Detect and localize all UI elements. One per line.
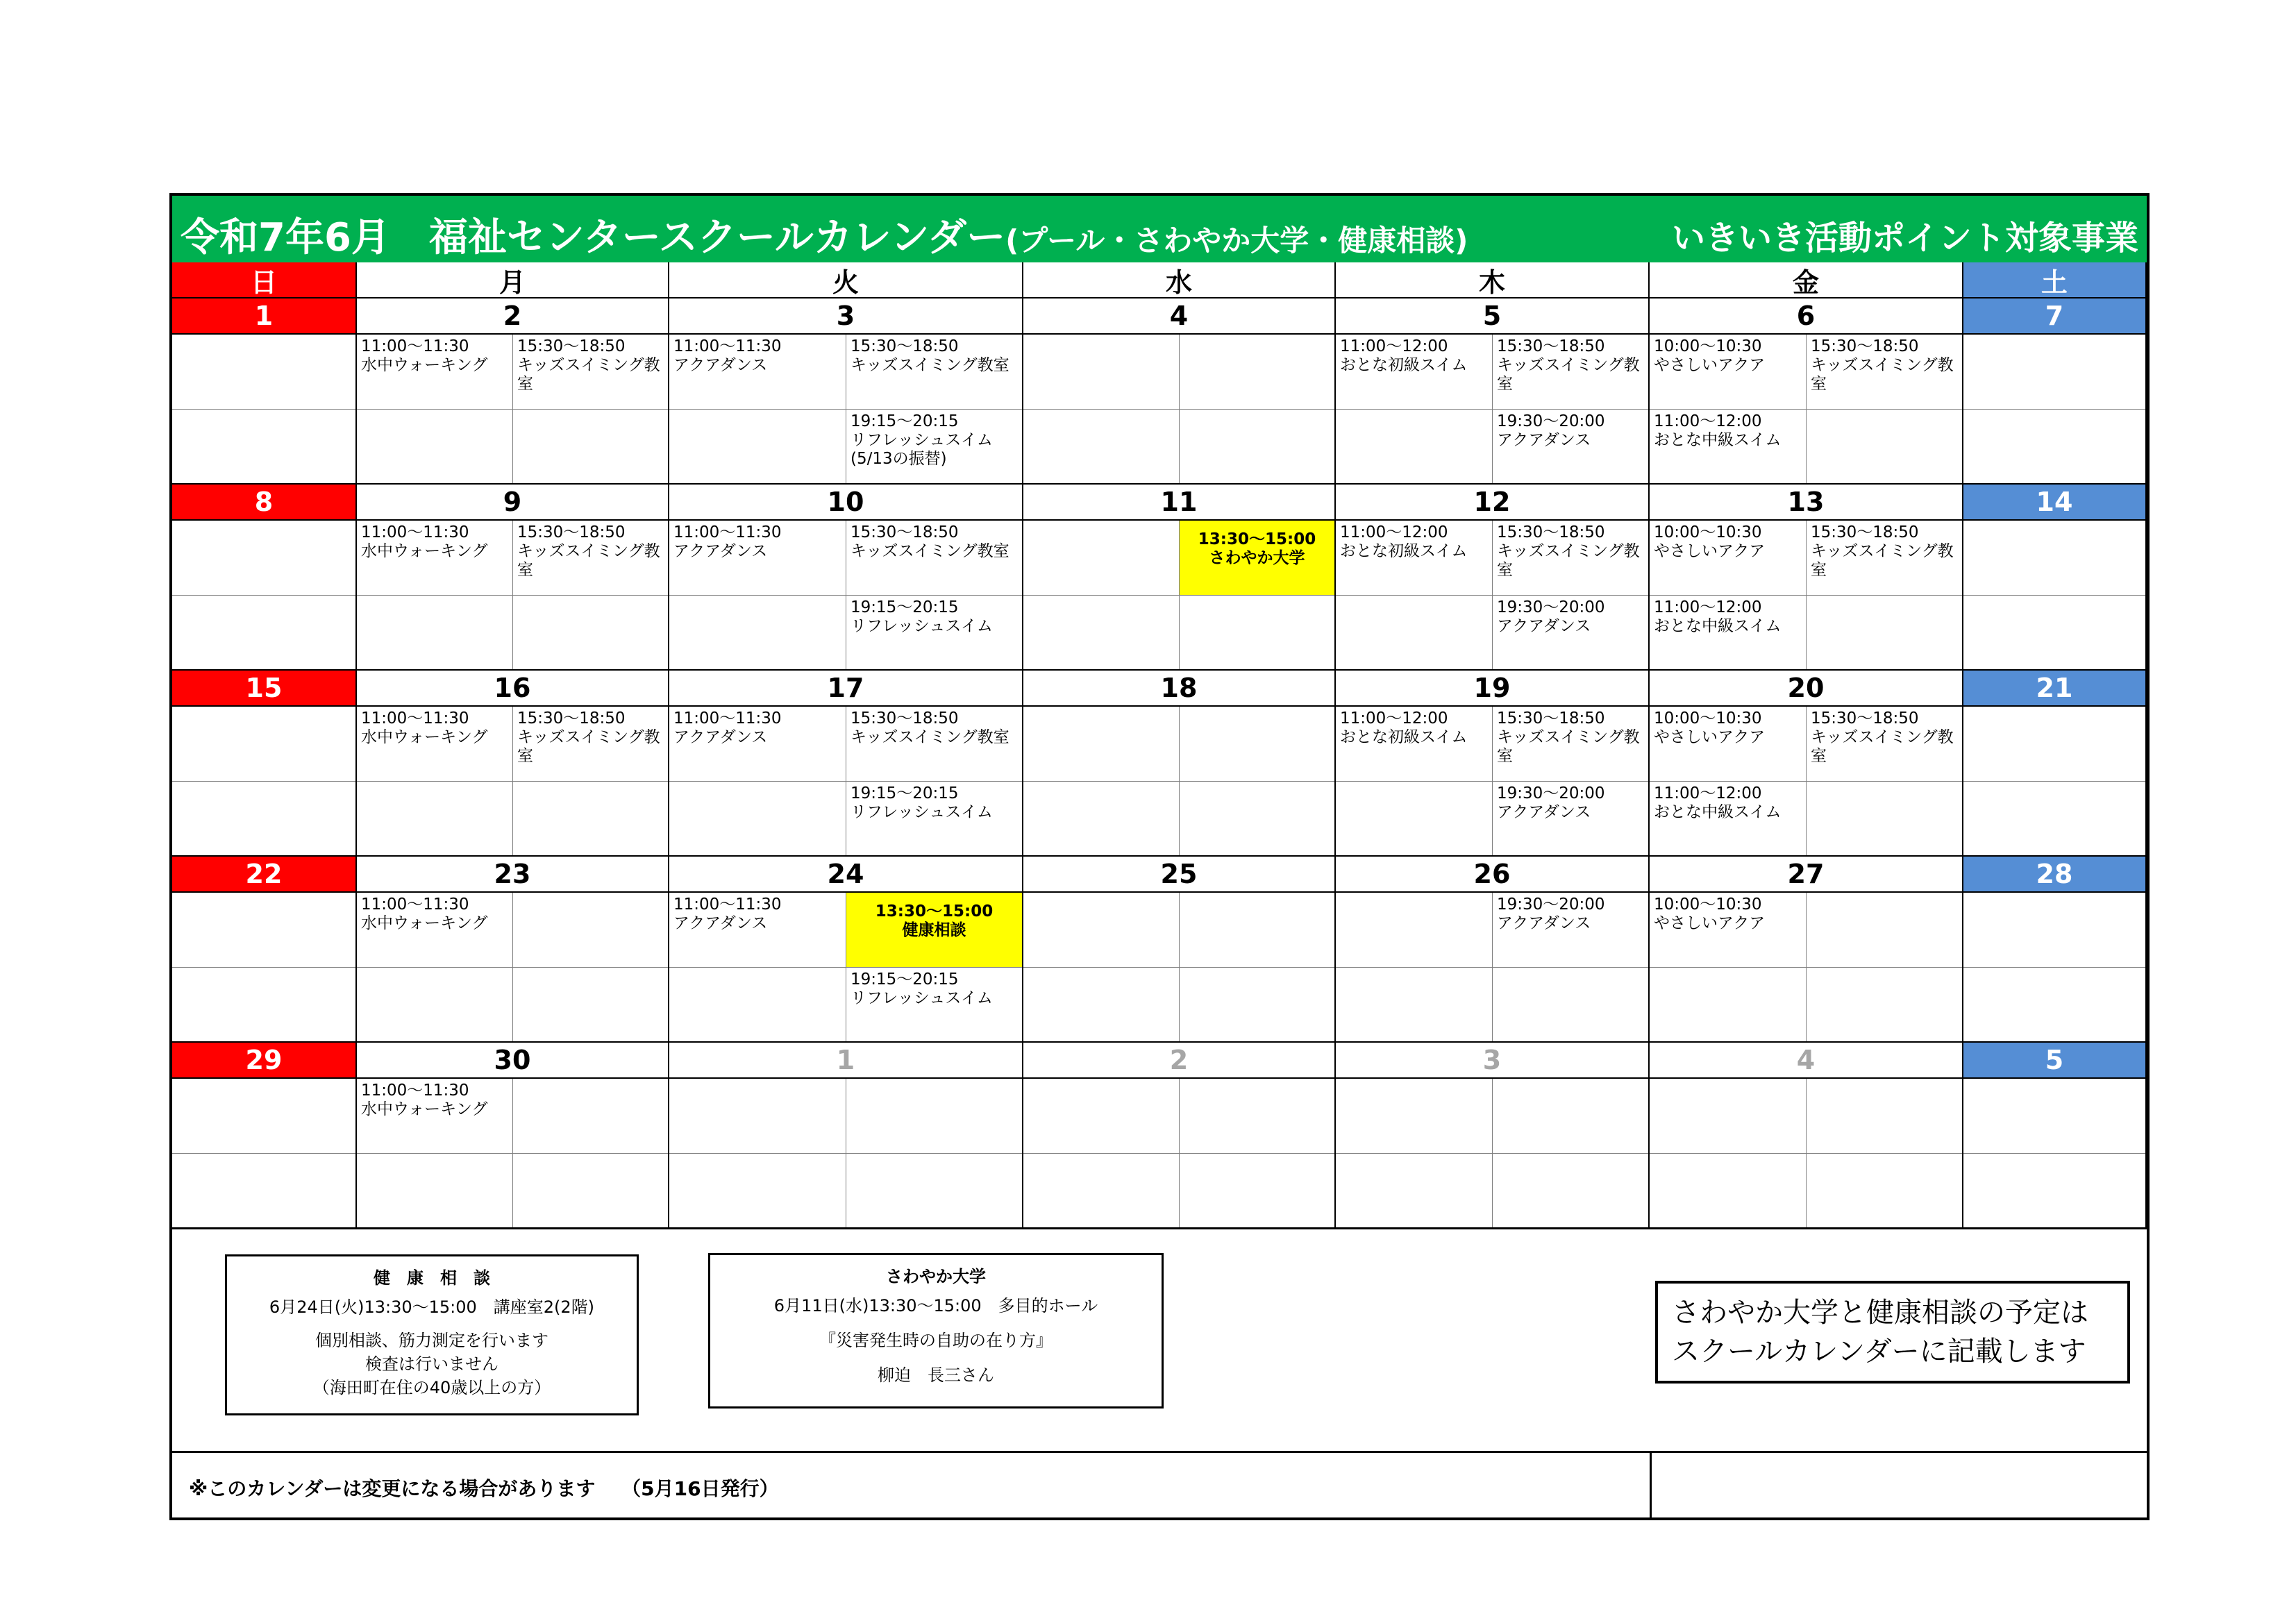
day-cell (357, 1079, 669, 1229)
row-divider (1963, 335, 2145, 410)
date-cell: 28 (1963, 857, 2147, 893)
highlighted-event: 13:30～15:00 健康相談 (846, 893, 1022, 967)
date-cell: 21 (1963, 671, 2147, 707)
date-cell: 10 (669, 485, 1023, 521)
event-entry: 15:30～18:50 キッズスイミング教室 (850, 709, 1009, 746)
event-slot (669, 968, 846, 1041)
event-slot (669, 410, 846, 483)
day-cell (172, 1079, 357, 1229)
event-slot (513, 596, 668, 669)
event-entry: 10:00～10:30 やさしいアクア (1654, 523, 1766, 560)
event-entry: 11:00～12:00 おとな初級スイム (1340, 337, 1468, 374)
title-subtitle: (プール・さわやか大学・健康相談) (1005, 224, 1468, 258)
event-entry: 15:30～18:50 キッズスイミング教室 (1811, 709, 1954, 765)
date-cell: 29 (172, 1043, 357, 1079)
date-cell: 19 (1336, 671, 1650, 707)
event-slot (513, 1154, 668, 1227)
event-entry: 15:30～18:50 キッズスイミング教室 (850, 523, 1009, 560)
event-entry: 15:30～18:50 キッズスイミング教室 (850, 337, 1009, 374)
event-entry: 19:15～20:15 リフレッシュスイム (850, 598, 993, 635)
event-slot (1336, 596, 1493, 669)
sawayaka-box-line: 『災害発生時の自助の在り方』 (819, 1331, 1053, 1350)
event-slot (1650, 1079, 1807, 1154)
event-entry: 19:15～20:15 リフレッシュスイム (5/13の振替) (850, 412, 993, 468)
event-slot (357, 596, 513, 669)
event-entry: 11:00～12:00 おとな初級スイム (1340, 709, 1468, 746)
date-cell: 7 (1963, 298, 2147, 335)
event-slot (1807, 410, 1962, 483)
event-slot (357, 893, 513, 968)
event-entry: 11:00～12:00 おとな中級スイム (1654, 412, 1782, 449)
event-entry: 11:00～11:30 水中ウォーキング (361, 709, 488, 746)
event-slot (1336, 1154, 1493, 1227)
event-slot (1180, 782, 1334, 855)
row-divider (172, 335, 355, 410)
event-slot (846, 968, 1022, 1041)
event-slot (669, 521, 846, 596)
event-entry: 11:00～11:30 水中ウォーキング (361, 523, 488, 560)
health-consultation-box (225, 1254, 639, 1415)
weekday-header-thursday: 木 (1336, 262, 1650, 298)
date-cell: 22 (172, 857, 357, 893)
event-slot (1023, 893, 1180, 968)
footer (172, 1451, 2147, 1517)
day-cell (172, 521, 357, 671)
day-cell (1336, 707, 1650, 857)
weekday-header-tuesday: 火 (669, 262, 1023, 298)
event-slot (1336, 893, 1493, 968)
event-slot (846, 335, 1022, 410)
schedule-note-box: さわやか大学と健康相談の予定は スクールカレンダーに記載します (1655, 1281, 2130, 1384)
event-slot (357, 782, 513, 855)
health-box-line: 個別相談、筋力測定を行います (315, 1331, 548, 1350)
weekday-header-monday: 月 (357, 262, 669, 298)
event-slot (846, 1079, 1022, 1154)
event-entry: 11:00～11:30 水中ウォーキング (361, 337, 488, 374)
footer-divider (1650, 1453, 1652, 1517)
event-entry: 15:30～18:50 キッズスイミング教室 (1811, 337, 1954, 393)
sawayaka-box-title: さわやか大学 (886, 1267, 986, 1286)
date-cell: 16 (357, 671, 669, 707)
day-cell (1963, 335, 2147, 485)
event-slot (1180, 707, 1334, 782)
event-slot (513, 968, 668, 1041)
day-cell (1336, 335, 1650, 485)
day-cell (669, 521, 1023, 671)
event-entry: 15:30～18:50 キッズスイミング教室 (517, 337, 660, 393)
event-entry: 10:00～10:30 やさしいアクア (1654, 895, 1766, 932)
event-slot (1023, 782, 1180, 855)
day-cell (1650, 1079, 1963, 1229)
date-cell: 2 (1023, 1043, 1336, 1079)
event-slot (1650, 1154, 1807, 1227)
calendar-sheet (169, 193, 2150, 1520)
sawayaka-box-line: 柳迫 長三さん (878, 1365, 994, 1385)
event-slot (513, 410, 668, 483)
event-entry: 15:30～18:50 キッズスイミング教室 (1497, 709, 1640, 765)
day-cell (1336, 521, 1650, 671)
event-entry: 11:00～12:00 おとな中級スイム (1654, 784, 1782, 821)
day-cell (1963, 893, 2147, 1043)
event-slot (1807, 707, 1962, 782)
date-cell: 8 (172, 485, 357, 521)
event-slot (1493, 521, 1648, 596)
day-cell (1336, 893, 1650, 1043)
date-cell: 6 (1650, 298, 1963, 335)
date-cell: 26 (1336, 857, 1650, 893)
event-entry: 15:30～18:50 キッズスイミング教室 (517, 523, 660, 579)
day-cell (357, 707, 669, 857)
day-cell (1650, 707, 1963, 857)
event-slot (1493, 893, 1648, 968)
event-entry: 19:30～20:00 アクアダンス (1497, 895, 1605, 932)
event-slot (1807, 1154, 1962, 1227)
event-entry: 19:30～20:00 アクアダンス (1497, 598, 1605, 635)
event-slot (1807, 968, 1962, 1041)
weekday-header-friday: 金 (1650, 262, 1963, 298)
day-cell (357, 521, 669, 671)
day-cell (172, 335, 357, 485)
day-cell (1650, 893, 1963, 1043)
event-entry: 11:00～12:00 おとな中級スイム (1654, 598, 1782, 635)
event-slot (513, 1079, 668, 1154)
day-cell (1023, 893, 1336, 1043)
date-cell: 4 (1650, 1043, 1963, 1079)
event-slot (1493, 968, 1648, 1041)
event-slot (846, 893, 1022, 968)
event-entry: 10:00～10:30 やさしいアクア (1654, 337, 1766, 374)
event-entry: 19:30～20:00 アクアダンス (1497, 412, 1605, 449)
event-slot (1180, 1154, 1334, 1227)
date-cell: 12 (1336, 485, 1650, 521)
day-cell (1336, 1079, 1650, 1229)
event-entry: 15:30～18:50 キッズスイミング教室 (1811, 523, 1954, 579)
day-cell (1023, 1079, 1336, 1229)
date-cell: 5 (1336, 298, 1650, 335)
event-slot (669, 335, 846, 410)
event-slot (357, 968, 513, 1041)
event-slot (1023, 596, 1180, 669)
event-slot (357, 521, 513, 596)
day-cell (1650, 521, 1963, 671)
date-cell: 1 (669, 1043, 1023, 1079)
event-slot (1807, 1079, 1962, 1154)
event-slot (1023, 968, 1180, 1041)
row-divider (1963, 707, 2145, 782)
event-entry: 11:00～11:30 水中ウォーキング (361, 1082, 488, 1118)
event-slot (513, 335, 668, 410)
event-slot (1493, 782, 1648, 855)
event-slot (846, 596, 1022, 669)
event-slot (846, 521, 1022, 596)
footer-note: ※このカレンダーは変更になる場合があります （5月16日発行） (189, 1477, 779, 1500)
day-cell (172, 893, 357, 1043)
day-cell (1963, 521, 2147, 671)
event-slot (846, 410, 1022, 483)
event-slot (1650, 782, 1807, 855)
row-divider (172, 1079, 355, 1154)
event-slot (1023, 521, 1180, 596)
event-entry: 11:00～11:30 アクアダンス (673, 337, 782, 374)
date-cell: 18 (1023, 671, 1336, 707)
date-cell: 13 (1650, 485, 1963, 521)
event-entry: 11:00～12:00 おとな初級スイム (1340, 523, 1468, 560)
title-main-text: 令和7年6月 福祉センタースクールカレンダー (181, 215, 1006, 260)
weekday-header-saturday: 土 (1963, 262, 2147, 298)
event-slot (1180, 335, 1334, 410)
event-entry: 15:30～18:50 キッズスイミング教室 (1497, 523, 1640, 579)
event-slot (1336, 782, 1493, 855)
day-cell (669, 707, 1023, 857)
event-slot (357, 1079, 513, 1154)
info-section (172, 1227, 2147, 1451)
event-slot (1807, 596, 1962, 669)
event-slot (669, 596, 846, 669)
event-entry: 15:30～18:50 キッズスイミング教室 (517, 709, 660, 765)
date-cell: 3 (669, 298, 1023, 335)
event-slot (1807, 893, 1962, 968)
health-box-line: （海田町在住の40歳以上の方） (312, 1378, 551, 1397)
day-cell (1023, 707, 1336, 857)
event-slot (1650, 596, 1807, 669)
title-bar (172, 196, 2147, 262)
day-cell (1023, 335, 1336, 485)
day-cell (1650, 335, 1963, 485)
event-slot (1180, 1079, 1334, 1154)
date-cell: 25 (1023, 857, 1336, 893)
date-cell: 5 (1963, 1043, 2147, 1079)
calendar-grid (172, 262, 2147, 1227)
health-box-title: 健 康 相 談 (374, 1268, 490, 1288)
date-cell: 30 (357, 1043, 669, 1079)
date-cell: 9 (357, 485, 669, 521)
day-cell (669, 335, 1023, 485)
health-box-line: 6月24日(火)13:30～15:00 講座室2(2階) (269, 1297, 595, 1317)
event-slot (357, 707, 513, 782)
event-slot (1807, 521, 1962, 596)
row-divider (172, 521, 355, 596)
row-divider (1963, 521, 2145, 596)
day-cell (669, 893, 1023, 1043)
day-cell (1023, 521, 1336, 671)
event-slot (669, 782, 846, 855)
day-cell (1963, 707, 2147, 857)
event-slot (1336, 521, 1493, 596)
event-slot (669, 1154, 846, 1227)
event-slot (1180, 596, 1334, 669)
health-box-line: 検査は行いません (365, 1354, 498, 1374)
event-entry: 11:00～11:30 アクアダンス (673, 709, 782, 746)
day-cell (1963, 1079, 2147, 1229)
page-title (181, 207, 1468, 262)
row-divider (1963, 1079, 2145, 1154)
event-slot (1336, 410, 1493, 483)
event-slot (357, 335, 513, 410)
event-slot (1180, 893, 1334, 968)
day-cell (669, 1079, 1023, 1229)
event-slot (357, 410, 513, 483)
date-cell: 23 (357, 857, 669, 893)
event-slot (1023, 410, 1180, 483)
event-entry: 19:30～20:00 アクアダンス (1497, 784, 1605, 821)
event-slot (1336, 707, 1493, 782)
event-slot (1650, 968, 1807, 1041)
event-slot (669, 893, 846, 968)
event-slot (1023, 1154, 1180, 1227)
event-slot (1650, 521, 1807, 596)
event-entry: 11:00～11:30 アクアダンス (673, 523, 782, 560)
event-slot (1180, 968, 1334, 1041)
event-slot (669, 707, 846, 782)
date-cell: 27 (1650, 857, 1963, 893)
event-slot (1807, 782, 1962, 855)
event-slot (1493, 707, 1648, 782)
event-slot (513, 782, 668, 855)
event-slot (1180, 410, 1334, 483)
day-cell (357, 335, 669, 485)
date-cell: 24 (669, 857, 1023, 893)
date-cell: 4 (1023, 298, 1336, 335)
event-slot (846, 707, 1022, 782)
event-entry: 19:15～20:15 リフレッシュスイム (850, 970, 993, 1007)
event-slot (1023, 335, 1180, 410)
date-cell: 3 (1336, 1043, 1650, 1079)
event-slot (1493, 1154, 1648, 1227)
date-cell: 15 (172, 671, 357, 707)
weekday-header-wednesday: 水 (1023, 262, 1336, 298)
sawayaka-box-line: 6月11日(水)13:30～15:00 多目的ホール (773, 1296, 1098, 1315)
day-cell (172, 707, 357, 857)
event-entry: 11:00～11:30 アクアダンス (673, 895, 782, 932)
row-divider (172, 707, 355, 782)
event-entry: 19:15～20:15 リフレッシュスイム (850, 784, 993, 821)
event-entry: 11:00～11:30 水中ウォーキング (361, 895, 488, 932)
event-slot (513, 707, 668, 782)
date-cell: 2 (357, 298, 669, 335)
event-slot (1650, 893, 1807, 968)
event-slot (357, 1154, 513, 1227)
highlighted-event: 13:30～15:00 さわやか大学 (1180, 521, 1334, 595)
event-slot (1336, 968, 1493, 1041)
event-slot (1493, 596, 1648, 669)
sawayaka-university-box (708, 1253, 1164, 1408)
date-cell: 20 (1650, 671, 1963, 707)
event-slot (1493, 335, 1648, 410)
event-entry: 10:00～10:30 やさしいアクア (1654, 709, 1766, 746)
points-label: いきいき活動ポイント対象事業 (1671, 219, 2138, 258)
date-cell: 17 (669, 671, 1023, 707)
event-slot (1336, 335, 1493, 410)
event-slot (1493, 410, 1648, 483)
event-slot (1336, 1079, 1493, 1154)
date-cell: 11 (1023, 485, 1336, 521)
event-slot (513, 893, 668, 968)
row-divider (1963, 893, 2145, 968)
event-slot (1650, 707, 1807, 782)
event-slot (1650, 335, 1807, 410)
event-slot (1493, 1079, 1648, 1154)
event-slot (1807, 335, 1962, 410)
row-divider (172, 893, 355, 968)
event-slot (669, 1079, 846, 1154)
event-entry: 15:30～18:50 キッズスイミング教室 (1497, 337, 1640, 393)
event-slot (513, 521, 668, 596)
date-cell: 1 (172, 298, 357, 335)
event-slot (1023, 1079, 1180, 1154)
day-cell (357, 893, 669, 1043)
event-slot (1180, 521, 1334, 596)
date-cell: 14 (1963, 485, 2147, 521)
weekday-header-sunday: 日 (172, 262, 357, 298)
event-slot (846, 1154, 1022, 1227)
event-slot (1650, 410, 1807, 483)
event-slot (846, 782, 1022, 855)
event-slot (1023, 707, 1180, 782)
